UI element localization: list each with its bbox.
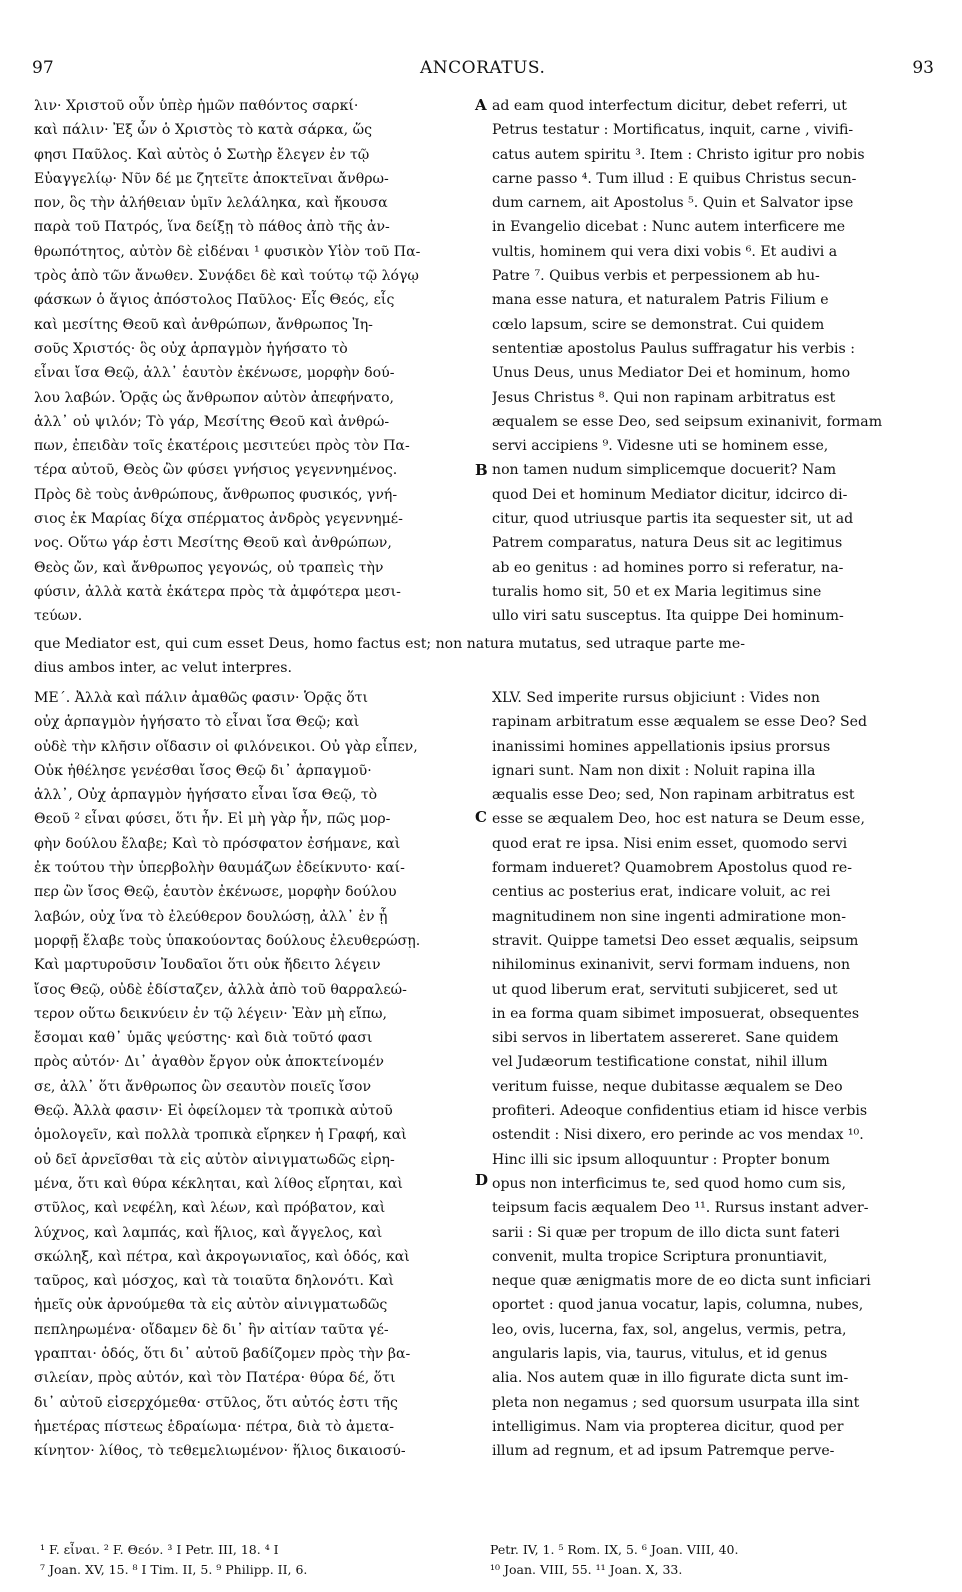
greek-text-line: ὁμολογεῖν, καὶ πολλὰ τροπικὰ εἴρηκεν ἡ Γραφή, καὶ [34, 1127, 407, 1144]
latin-text-line: ostendit : Nisi dixero, ero perinde ac vos mendax ¹⁰. [492, 1127, 864, 1144]
greek-text-line: μένα, ὅτι καὶ θύρα κέκληται, καὶ λίθος εἴρηται, καὶ [34, 1175, 403, 1192]
latin-text-line: servi accipiens ⁹. Videsne uti se hominem esse, [492, 438, 829, 455]
margin-marker-a: A [475, 96, 487, 114]
greek-text-line: ἐκ τούτου τὴν ὑπερβολὴν θαυμάζων ἐδείκνυτο· καί- [34, 860, 405, 877]
greek-text-line: Καὶ μαρτυροῦσιν Ἰουδαῖοι ὅτι οὐκ ἤδειτο λέγειν [34, 957, 381, 974]
greek-text-line: οὐ δεῖ ἀρνεῖσθαι τὰ εἰς αὐτὸν αἰνιγματωδῶς εἰρη- [34, 1151, 395, 1168]
greek-text-line: φύσιν, ἀλλὰ κατὰ ἑκάτερα πρὸς τὰ ἀμφότερα μεσι- [34, 583, 401, 600]
running-header [0, 58, 962, 82]
latin-text-line: vultis, hominem qui vera dixi vobis ⁶. Et audivi a [492, 243, 838, 260]
greek-text-line: λου λαβών. Ὁρᾷς ὡς ἄνθρωπον αὐτὸν ἀπεφήνατο, [34, 389, 395, 406]
greek-text-line: καὶ πάλιν· Ἐξ ὧν ὁ Χριστὸς τὸ κατὰ σάρκα, ὥς [34, 122, 372, 139]
greek-text-line: φησι Παῦλος. Καὶ αὐτὸς ὁ Σωτὴρ ἔλεγεν ἐν τῷ [34, 146, 370, 163]
latin-text-line: profiteri. Adeoque confidentius etiam id hisce verbis [492, 1103, 868, 1120]
margin-marker-d: D [475, 1171, 489, 1189]
latin-text-line: Unus Deus, unus Mediator Dei et hominum, homo [492, 365, 851, 382]
greek-text-line: ἡμεῖς οὐκ ἀρνούμεθα τὰ εἰς αὐτὸν αἰνιγματωδῶς [34, 1297, 388, 1314]
greek-text-line: παρὰ τοῦ Πατρός, ἵνα δείξῃ τὸ πάθος ἀπὸ τῆς ἀν- [34, 219, 390, 236]
latin-text-line: angularis lapis, via, taurus, vitulus, et id genus [492, 1346, 828, 1363]
latin-text-line: XLV. Sed imperite rursus objiciunt : Vides non [492, 690, 820, 706]
latin-text-line: nihilominus exinanivit, servi formam induens, non [492, 957, 851, 974]
latin-text-line: esse se æqualem Deo, hoc est natura se Deum esse, [492, 811, 865, 828]
latin-text-line: formam indueret? Quamobrem Apostolus quod re- [492, 860, 852, 877]
greek-text-line: Θεοῦ ² εἶναι φύσει, ὅτι ἦν. Εἰ μὴ γὰρ ἦν, πῶς μορ- [34, 811, 391, 828]
latin-text-line: sibi servos in libertatem assereret. Sane quidem [492, 1030, 839, 1047]
footnote-line: ¹⁰ Joan. VIII, 55. ¹¹ Joan. X, 33. [490, 1562, 683, 1577]
greek-text-line: Οὐκ ἠθέλησε γενέσθαι ἴσος Θεῷ δι᾽ ἁρπαγμοῦ· [34, 762, 372, 779]
greek-text-line: πεπληρωμένα· οἴδαμεν δὲ δι᾽ ἣν αἰτίαν ταῦτα γέ- [34, 1321, 389, 1338]
footnote-line: Petr. IV, 1. ⁵ Rom. IX, 5. ⁶ Joan. VIII, 40. [490, 1542, 739, 1557]
greek-text-line: εἶναι ἴσα Θεῷ, ἀλλ᾽ ἑαυτὸν ἐκένωσε, μορφὴν δού- [34, 365, 395, 382]
greek-text-line: σοῦς Χριστός· ὃς οὐχ ἁρπαγμὸν ἡγήσατο τὸ [34, 340, 348, 357]
greek-text-line: πρὸς αὐτόν· Δι᾽ ἀγαθὸν ἔργον οὐκ ἀποκτείνομέν [34, 1054, 384, 1071]
latin-text-line: quod Dei et hominum Mediator dicitur, idcirco di- [492, 486, 848, 503]
greek-text-line: φάσκων ὁ ἅγιος ἀπόστολος Παῦλος· Εἷς Θεός, εἷς [34, 292, 395, 309]
greek-text-line: οὐδὲ τὴν κλῆσιν οἴδασιν οἱ φιλόνεικοι. Οὐ γὰρ εἶπεν, [34, 738, 418, 755]
footnote-line: ⁷ Joan. XV, 15. ⁸ I Tim. II, 5. ⁹ Philipp. II, 6. [40, 1562, 308, 1577]
footnote-line: ¹ F. εἶναι. ² F. Θεόν. ³ I Petr. III, 18. ⁴ I [40, 1542, 279, 1557]
greek-text-line: Θεὸς ὤν, καὶ ἄνθρωπος γεγονώς, οὐ τραπεὶς τὴν [34, 559, 384, 576]
greek-text-line: ἀλλ᾽ οὐ ψιλόν; Τὸ γάρ, Μεσίτης Θεοῦ καὶ ἀνθρώ- [34, 413, 390, 430]
full-width-text-line: dius ambos inter, ac velut interpres. [34, 660, 292, 677]
greek-text-line: Θεῷ. Ἀλλὰ φασιν· Εἰ ὀφείλομεν τὰ τροπικὰ αὐτοῦ [34, 1103, 393, 1120]
greek-text-line: περ ὢν ἴσος Θεῷ, ἑαυτὸν ἐκένωσε, μορφὴν δούλου [34, 884, 397, 901]
latin-text-line: ut quod liberum erat, servituti subjiceret, sed ut [492, 981, 838, 998]
greek-text-line: ΜΕ΄. Ἀλλὰ καὶ πάλιν ἀμαθῶς φασιν· Ὁρᾷς ὅτι [34, 690, 369, 706]
greek-text-line: τεύων. [34, 608, 83, 625]
latin-column-bottom [492, 686, 924, 1464]
greek-text-line: σε, ἀλλ᾽ ὅτι ἄνθρωπος ὢν σεαυτὸν ποιεῖς ἴσον [34, 1078, 372, 1095]
latin-text-line: catus autem spiritu ³. Item : Christo igitur pro nobis [492, 146, 865, 163]
latin-text-line: Petrus testatur : Mortificatus, inquit, carne , vivifi- [492, 122, 854, 139]
latin-text-line: veritum fuisse, neque dubitasse æqualem se Deo [492, 1078, 843, 1095]
greek-text-line: σκώληξ, καὶ πέτρα, καὶ ἀκρογωνιαῖος, καὶ ὁδός, καὶ [34, 1248, 410, 1265]
latin-text-line: inanissimi homines appellationis ipsius prorsus [492, 738, 831, 755]
greek-text-line: Πρὸς δὲ τοὺς ἀνθρώπους, ἄνθρωπος φυσικός, γνή- [34, 486, 398, 503]
greek-text-line: γραπται· ὁδός, ὅτι δι᾽ αὐτοῦ βαδίζομεν πρὸς τὴν βα- [34, 1346, 411, 1363]
page-number-right: 93 [912, 58, 934, 78]
greek-text-line: ἔσομαι καθ᾽ ὑμᾶς ψεύστης· καὶ διὰ τοῦτό φασι [34, 1030, 373, 1047]
footnotes-right [490, 1540, 930, 1580]
margin-marker-b: B [475, 461, 488, 479]
greek-text-line: λαβών, οὐχ ἵνα τὸ ἐλεύθερον δουλώσῃ, ἀλλ᾽ ἐν ᾗ [34, 908, 388, 925]
latin-column-top [492, 94, 924, 629]
latin-text-line: Patrem comparatus, natura Deus sit ac legitimus [492, 535, 843, 552]
latin-text-line: Hinc illi sic ipsum alloquuntur : Propter bonum [492, 1151, 830, 1168]
full-width-lines [34, 632, 928, 681]
greek-text-line: σιος ἐκ Μαρίας δίχα σπέρματος ἀνδρὸς γεγεννημέ- [34, 511, 403, 528]
latin-text-line: æqualis esse Deo; sed, Non rapinam arbitratus est [492, 787, 855, 804]
greek-text-line: νος. Οὕτω γάρ ἐστι Μεσίτης Θεοῦ καὶ ἀνθρώπων, [34, 535, 392, 552]
greek-text-line: ἴσος Θεῷ, οὐδὲ ἐδίσταζεν, ἀλλὰ ἀπὸ τοῦ θαρραλεώ- [34, 981, 407, 998]
latin-text-line: turalis homo sit, 50 et ex Maria legitimus sine [492, 583, 822, 600]
latin-text-line: dum carnem, ait Apostolus ⁵. Quin et Salvator ipse [492, 195, 854, 212]
greek-text-line: λύχνος, καὶ λαμπάς, καὶ ἥλιος, καὶ ἄγγελος, καὶ [34, 1224, 383, 1241]
latin-text-line: æqualem se esse Deo, sed seipsum exinanivit, formam [492, 413, 883, 430]
latin-text-line: alia. Nos autem quæ in illo figurate dicta sunt im- [492, 1370, 849, 1387]
latin-text-line: centius ac posterius erat, indicare voluit, ac rei [492, 884, 831, 901]
latin-text-line: cœlo lapsum, scire se demonstrat. Cui quidem [492, 316, 825, 333]
latin-text-line: convenit, multa tropice Scriptura pronuntiavit, [492, 1248, 828, 1265]
latin-text-line: in ea forma quam sibimet imposuerat, obsequentes [492, 1005, 860, 1022]
header-title: ANCORATUS. [420, 58, 546, 78]
greek-column-top [34, 94, 470, 629]
greek-text-line: στῦλος, καὶ νεφέλη, καὶ λέων, καὶ πρόβατον, καὶ [34, 1200, 386, 1217]
latin-text-line: magnitudinem non sine ingenti admiratione mon- [492, 908, 847, 925]
latin-text-line: ullo viri satu susceptus. Ita quippe Dei hominum- [492, 608, 844, 625]
latin-text-line: quod erat re ipsa. Nisi enim esset, quomodo servi [492, 835, 848, 852]
latin-text-line: carne passo ⁴. Tum illud : E quibus Christus secun- [492, 170, 857, 187]
latin-text-line: ab eo genitus : ad homines porro si referatur, na- [492, 559, 844, 576]
greek-text-line: φὴν δούλου ἔλαβε; Καὶ τὸ πρόσφατον ἐσήμανε, καὶ [34, 835, 401, 852]
greek-text-line: Εὐαγγελίῳ· Νῦν δέ με ζητεῖτε ἀποκτεῖναι ἄνθρω- [34, 170, 389, 187]
latin-text-line: non tamen nudum simplicemque docuerit? Nam [492, 462, 837, 479]
greek-text-line: πων, ἐπειδὰν τοῖς ἑκατέροις μεσιτεύει πρὸς τὸν Πα- [34, 438, 410, 455]
latin-text-line: opus non interficimus te, sed quod homo cum sis, [492, 1175, 846, 1192]
latin-text-line: Patre ⁷. Quibus verbis et perpessionem ab hu- [492, 268, 820, 285]
footnotes-left [40, 1540, 480, 1580]
greek-text-line: οὐχ ἁρπαγμὸν ἡγήσατο τὸ εἶναι ἴσα Θεῷ; καὶ [34, 714, 360, 731]
greek-text-line: κίνητον· λίθος, τὸ τεθεμελιωμένον· ἥλιος δικαιοσύ- [34, 1443, 406, 1460]
greek-text-line: σιλείαν, πρὸς αὐτόν, καὶ τὸν Πατέρα· θύρα δέ, ὅτι [34, 1370, 396, 1387]
latin-text-line: mana esse natura, et naturalem Patris Filium e [492, 292, 829, 309]
greek-text-line: λιν· Χριστοῦ οὖν ὑπὲρ ἡμῶν παθόντος σαρκί· [34, 98, 359, 114]
greek-text-line: δι᾽ αὐτοῦ εἰσερχόμεθα· στῦλος, ὅτι αὐτός ἐστι τῆς [34, 1394, 398, 1411]
latin-text-line: sententiæ apostolus Paulus suffragatur his verbis : [492, 340, 856, 357]
latin-text-line: ignari sunt. Nam non dixit : Noluit rapina illa [492, 762, 816, 779]
greek-text-line: ἀλλ᾽, Οὐχ ἁρπαγμὸν ἡγήσατο εἶναι ἴσα Θεῷ, τὸ [34, 787, 378, 804]
latin-text-line: leo, ovis, lucerna, fax, sol, angelus, vermis, petra, [492, 1321, 847, 1338]
greek-text-line: ταῦρος, καὶ μόσχος, καὶ τὰ τοιαῦτα δηλονότι. Καὶ [34, 1273, 395, 1290]
latin-text-line: ad eam quod interfectum dicitur, debet referri, ut [492, 98, 847, 114]
latin-text-line: rapinam arbitratum esse æqualem se esse Deo? Sed [492, 714, 867, 731]
greek-text-line: τρὸς ἀπὸ τῶν ἄνωθεν. Συνᾴδει δὲ καὶ τούτῳ τῷ λόγῳ [34, 268, 419, 285]
latin-text-line: in Evangelio dicebat : Nunc autem interficere me [492, 219, 846, 236]
greek-text-line: ἡμετέρας πίστεως ἑδραίωμα· πέτρα, διὰ τὸ ἀμετα- [34, 1418, 395, 1435]
greek-text-line: τέρα αὐτοῦ, Θεὸς ὢν φύσει γνήσιος γεγεννημένος. [34, 462, 398, 479]
latin-text-line: intelligimus. Nam via propterea dicitur, quod per [492, 1418, 844, 1435]
latin-text-line: citur, quod utriusque partis ita sequester sit, ut ad [492, 511, 854, 528]
greek-text-line: πον, ὃς τὴν ἀλήθειαν ὑμῖν λελάληκα, καὶ ἤκουσα [34, 195, 388, 212]
greek-text-line: καὶ μεσίτης Θεοῦ καὶ ἀνθρώπων, ἄνθρωπος Ἰη- [34, 316, 373, 333]
latin-text-line: stravit. Quippe tametsi Deo esset æqualis, seipsum [492, 932, 859, 949]
latin-text-line: teipsum facis æqualem Deo ¹¹. Rursus instant adver- [492, 1200, 869, 1217]
greek-text-line: τερον οὕτω δεικνύειν ἐν τῷ λέγειν· Ἐὰν μὴ εἴπω, [34, 1005, 387, 1022]
latin-text-line: vel Judæorum testificatione constat, nihil illum [492, 1054, 828, 1071]
greek-column-bottom [34, 686, 470, 1464]
latin-text-line: sarii : Si quæ per tropum de illo dicta sunt fateri [492, 1224, 840, 1241]
margin-marker-c: C [475, 808, 487, 826]
full-width-text-line: que Mediator est, qui cum esset Deus, homo factus est; non natura mutatus, sed utraque parte me- [34, 636, 745, 652]
latin-text-line: Jesus Christus ⁸. Qui non rapinam arbitratus est [492, 389, 836, 406]
greek-text-line: μορφῇ ἔλαβε τοὺς ὑπακούοντας δούλους ἐλευθερώσῃ. [34, 932, 421, 949]
latin-text-line: oportet : quod janua vocatur, lapis, columna, nubes, [492, 1297, 864, 1314]
latin-text-line: illum ad regnum, et ad ipsum Patremque perve- [492, 1443, 835, 1460]
greek-text-line: θρωπότητος, αὐτὸν δὲ εἰδέναι ¹ φυσικὸν Υἱὸν τοῦ Πα- [34, 243, 421, 260]
page-number-left: 97 [32, 58, 54, 78]
latin-text-line: neque quæ ænigmatis more de eo dicta sunt inficiari [492, 1273, 871, 1290]
latin-text-line: pleta non negamus ; sed quorsum usurpata illa sint [492, 1394, 860, 1411]
